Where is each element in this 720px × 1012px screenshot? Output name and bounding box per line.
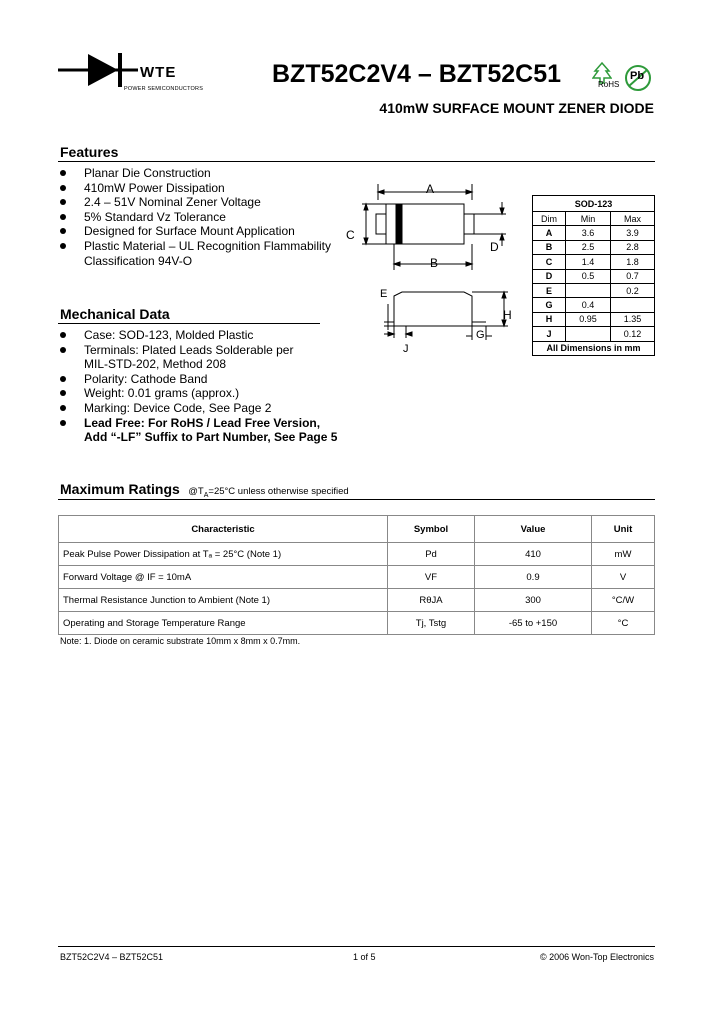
list-item: Polarity: Cathode Band: [59, 372, 359, 387]
ratings-divider: [58, 499, 655, 500]
dimensions-table: [532, 195, 655, 356]
rohs-icon: [592, 62, 618, 92]
table-row: D 0.5 0.7: [533, 269, 655, 283]
ratings-condition: $@T_A=25^\circ C$ unless otherwise specified: [188, 486, 349, 499]
table-row: Operating and Storage Temperature Range Tj, Tstg -65 to +150 °C: [59, 612, 655, 635]
brand-name: WTE: [140, 64, 177, 81]
column-header: Dim: [533, 212, 566, 226]
dim-label-e: E: [380, 288, 388, 300]
column-header: Max: [611, 212, 655, 226]
column-header: Characteristic: [59, 516, 388, 543]
ratings-table: [58, 515, 655, 635]
features-heading: Features: [60, 144, 119, 160]
list-item: Plastic Material – UL Recognition Flammability Classification 94V-O: [59, 239, 359, 268]
dim-label-d: D: [490, 240, 499, 254]
list-item: 5% Standard Vz Tolerance: [59, 210, 359, 225]
list-item: Case: SOD-123, Molded Plastic: [59, 328, 359, 343]
footer-copyright: © 2006 Won-Top Electronics: [539, 952, 654, 962]
table-row: B 2.5 2.8: [533, 240, 655, 254]
diode-symbol-icon: [58, 52, 140, 88]
table-row: Thermal Resistance Junction to Ambient (Note 1) RθJA 300 °C/W: [59, 589, 655, 612]
table-row: C 1.4 1.8: [533, 255, 655, 269]
page-title: BZT52C2V4 – BZT52C51: [272, 60, 562, 88]
table-row: J 0.12: [533, 327, 655, 341]
page-subtitle: 410mW SURFACE MOUNT ZENER DIODE: [379, 100, 654, 116]
mechanical-list: [59, 328, 359, 445]
dim-label-g: G: [476, 329, 485, 341]
features-list: [59, 166, 359, 268]
list-item: Designed for Surface Mount Application: [59, 224, 359, 239]
dim-label-b: B: [430, 256, 439, 270]
pb-free-icon: [624, 64, 652, 92]
rohs-label: RoHS: [598, 80, 620, 89]
table-footer: All Dimensions in mm: [533, 341, 655, 355]
dim-label-j: J: [403, 343, 409, 355]
dim-label-a: A: [426, 182, 435, 196]
ratings-heading: Maximum Ratings: [60, 481, 180, 497]
list-item: Weight: 0.01 grams (approx.): [59, 386, 359, 401]
column-header: Unit: [592, 516, 655, 543]
table-row: Peak Pulse Power Dissipation at Tₐ = 25°C (Note 1) Pd 410 mW: [59, 543, 655, 566]
list-item: 410mW Power Dissipation: [59, 181, 359, 196]
table-row: G 0.4: [533, 298, 655, 312]
mechanical-divider: [58, 323, 320, 324]
ratings-heading-row: [60, 481, 349, 499]
features-divider: [58, 161, 655, 162]
list-item: Lead Free: For RoHS / Lead Free Version, Add “-LF” Suffix to Part Number, See Page 5: [59, 416, 359, 445]
page-number: 1 of 5: [353, 952, 376, 962]
mechanical-heading: Mechanical Data: [60, 306, 170, 322]
dim-label-c: C: [346, 228, 355, 242]
list-item: Planar Die Construction: [59, 166, 359, 181]
brand-subtitle: POWER SEMICONDUCTORS: [124, 86, 204, 92]
list-item: 2.4 – 51V Nominal Zener Voltage: [59, 195, 359, 210]
footer-left: BZT52C2V4 – BZT52C51: [60, 952, 164, 962]
pb-label: Pb: [630, 70, 645, 82]
list-item: Marking: Device Code, See Page 2: [59, 401, 359, 416]
ratings-note: Note: 1. Diode on ceramic substrate 10mm x 8mm x 0.7mm.: [60, 636, 301, 646]
table-row: E 0.2: [533, 283, 655, 297]
column-header: Min: [566, 212, 611, 226]
table-row: H 0.95 1.35: [533, 312, 655, 326]
footer-divider: [58, 946, 655, 947]
column-header: Symbol: [388, 516, 475, 543]
table-row: Forward Voltage @ IF = 10mA VF 0.9 V: [59, 566, 655, 589]
table-row: A 3.6 3.9: [533, 226, 655, 240]
column-header: Value: [475, 516, 592, 543]
company-logo: [58, 52, 208, 94]
dim-label-h: H: [503, 308, 512, 322]
table-title: SOD-123: [533, 196, 655, 212]
list-item: Terminals: Plated Leads Solderable per MIL-STD-202, Method 208: [59, 343, 359, 372]
